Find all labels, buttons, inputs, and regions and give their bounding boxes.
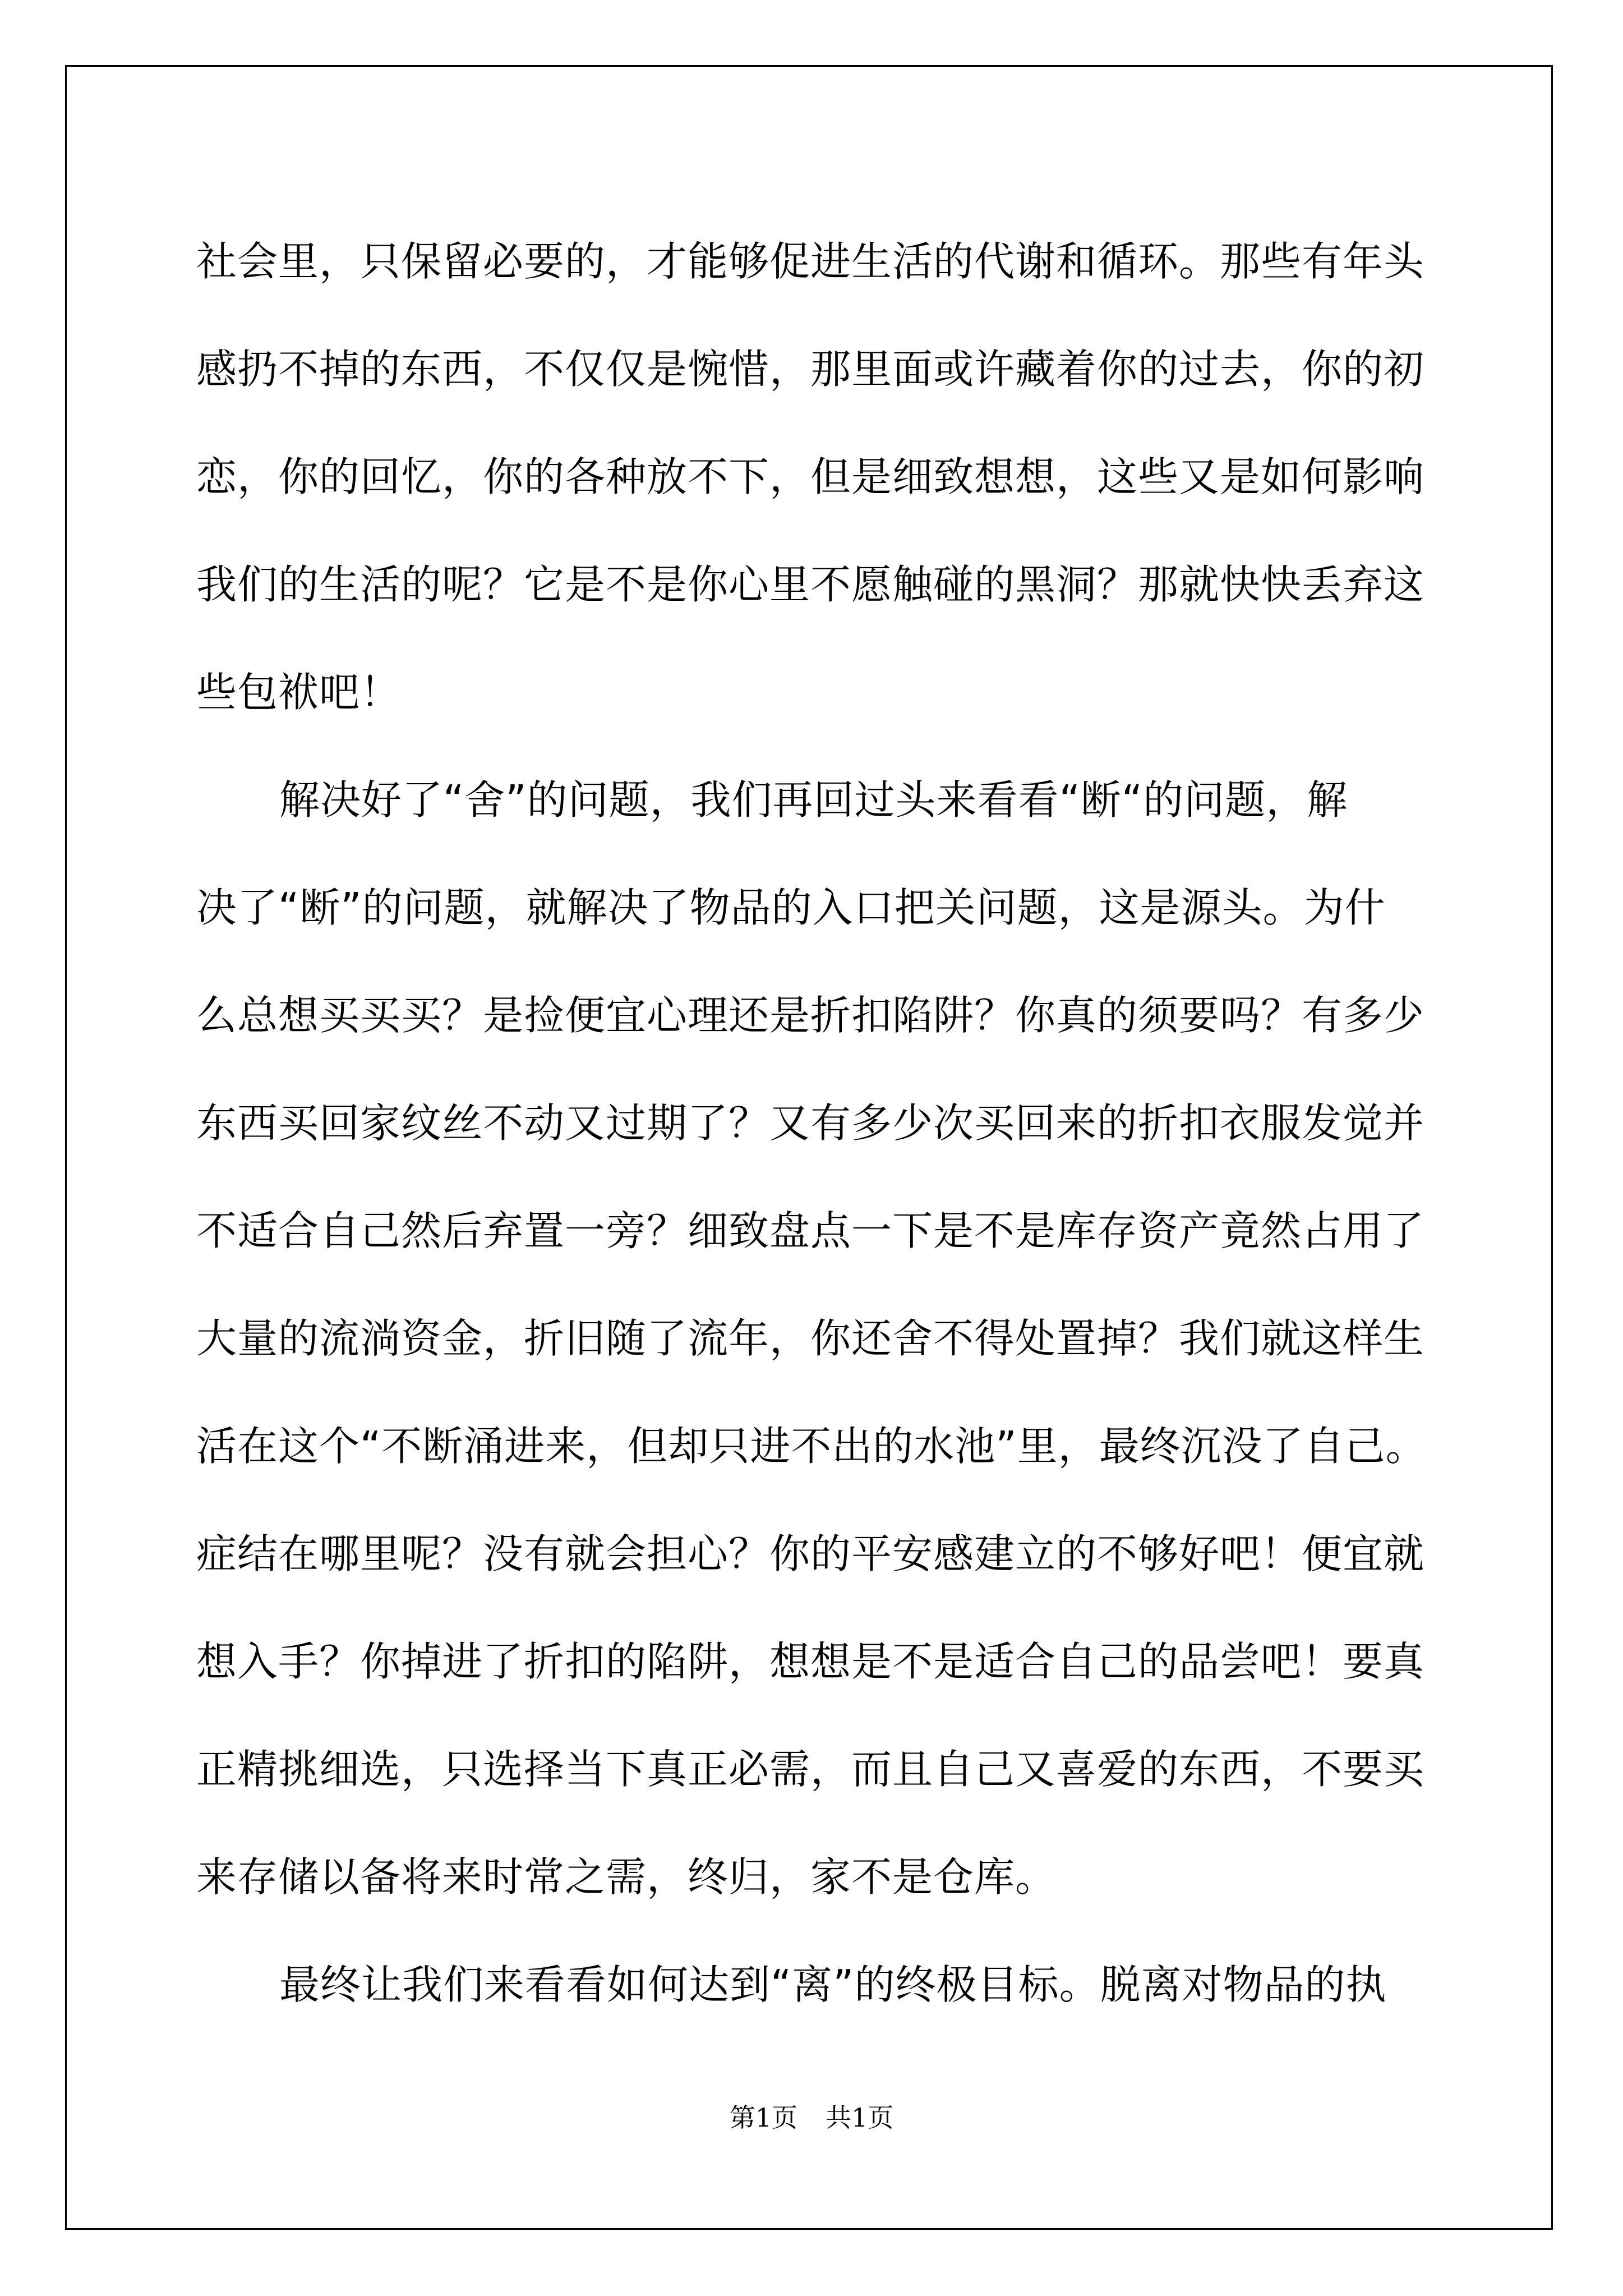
paragraph-start-line: 最终让我们来看看如何达到“离”的终极目标。脱离对物品的执 — [279, 1961, 1387, 2008]
text-line: 想入手？你掉进了折扣的陷阱，想想是不是适合自己的品尝吧！要真 — [196, 1638, 1425, 1685]
text-line: 我们的生活的呢？它是不是你心里不愿触碰的黑洞？那就快快丢弃这 — [196, 561, 1425, 608]
text-line: 感扔不掉的东西，不仅仅是惋惜，那里面或许藏着你的过去，你的初 — [196, 346, 1425, 393]
page-footer — [0, 2101, 1623, 2134]
text-line: 正精挑细选，只选择当下真正必需，而且自己又喜爱的东西，不要买 — [196, 1746, 1425, 1793]
text-line: 么总想买买买？是捡便宜心理还是折扣陷阱？你真的须要吗？有多少 — [196, 992, 1425, 1039]
document-body — [196, 208, 1469, 2039]
text-line: 东西买回家纹丝不动又过期了？又有多少次买回来的折扣衣服发觉并 — [196, 1099, 1425, 1147]
text-line: 决了“断”的问题，就解决了物品的入口把关问题，这是源头。为什 — [196, 884, 1386, 931]
text-line: 社会里，只保留必要的，才能够促进生活的代谢和循环。那些有年头 — [196, 238, 1425, 285]
text-line: 来存储以备将来时常之需，终归，家不是仓库。 — [196, 1853, 1057, 1901]
page-number-current: 第1页 — [729, 2102, 797, 2133]
text-line: 大量的流淌资金，折旧随了流年，你还舍不得处置掉？我们就这样生 — [196, 1315, 1425, 1362]
text-line: 恋，你的回忆，你的各种放不下，但是细致想想，这些又是如何影响 — [196, 453, 1425, 500]
text-line: 不适合自己然后弃置一旁？细致盘点一下是不是库存资产竟然占用了 — [196, 1207, 1425, 1254]
text-line: 些包袱吧！ — [196, 669, 402, 716]
page-number-total: 共1页 — [826, 2102, 894, 2133]
paragraph-start-line: 解决好了“舍”的问题，我们再回过头来看看“断“的问题，解 — [279, 776, 1348, 823]
text-line: 活在这个“不断涌进来，但却只进不出的水池”里，最终沉没了自己。 — [196, 1423, 1427, 1470]
text-line: 症结在哪里呢？没有就会担心？你的平安感建立的不够好吧！便宜就 — [196, 1530, 1425, 1577]
